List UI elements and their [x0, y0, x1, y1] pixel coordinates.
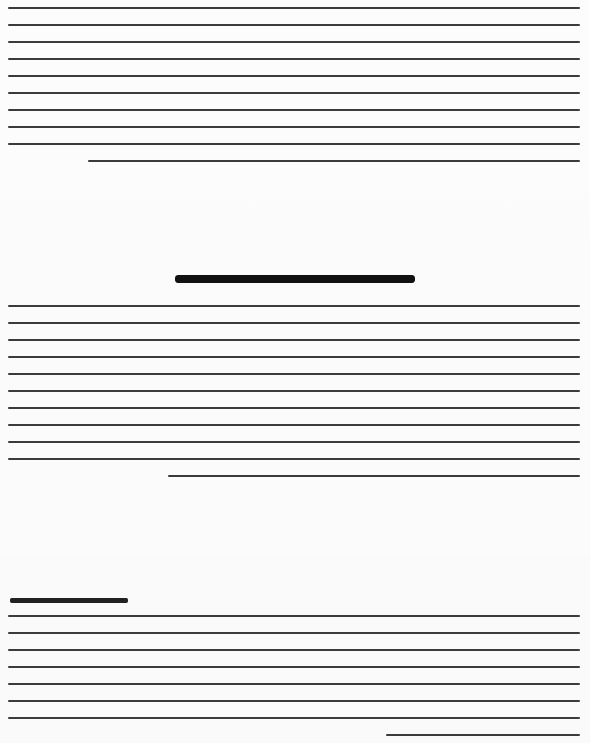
text-line — [8, 666, 580, 668]
text-line — [8, 356, 580, 358]
source-note-placeholder — [10, 598, 128, 603]
text-line — [8, 717, 580, 719]
text-line — [8, 458, 580, 460]
text-line — [8, 75, 580, 77]
text-line — [8, 322, 580, 324]
text-line — [8, 41, 580, 43]
headline-placeholder — [175, 275, 415, 283]
text-line — [8, 109, 580, 111]
text-line — [386, 734, 580, 736]
text-line — [8, 441, 580, 443]
text-line — [8, 390, 580, 392]
text-line — [8, 58, 580, 60]
text-line — [8, 649, 580, 651]
text-line — [88, 160, 580, 162]
text-line — [8, 373, 580, 375]
text-line — [8, 683, 580, 685]
text-line — [8, 24, 580, 26]
text-line — [8, 615, 580, 617]
text-line — [8, 7, 580, 9]
text-line — [8, 305, 580, 307]
text-line — [8, 632, 580, 634]
text-line — [8, 339, 580, 341]
text-line — [8, 92, 580, 94]
top-paragraph — [8, 7, 580, 177]
source-note-area — [10, 598, 128, 603]
bottom-paragraph — [8, 615, 580, 751]
middle-paragraph — [8, 305, 580, 492]
text-line — [8, 407, 580, 409]
headline-area — [0, 258, 590, 300]
text-line — [8, 424, 580, 426]
text-line — [168, 475, 580, 477]
text-line — [8, 143, 580, 145]
text-line — [8, 126, 580, 128]
text-line — [8, 700, 580, 702]
